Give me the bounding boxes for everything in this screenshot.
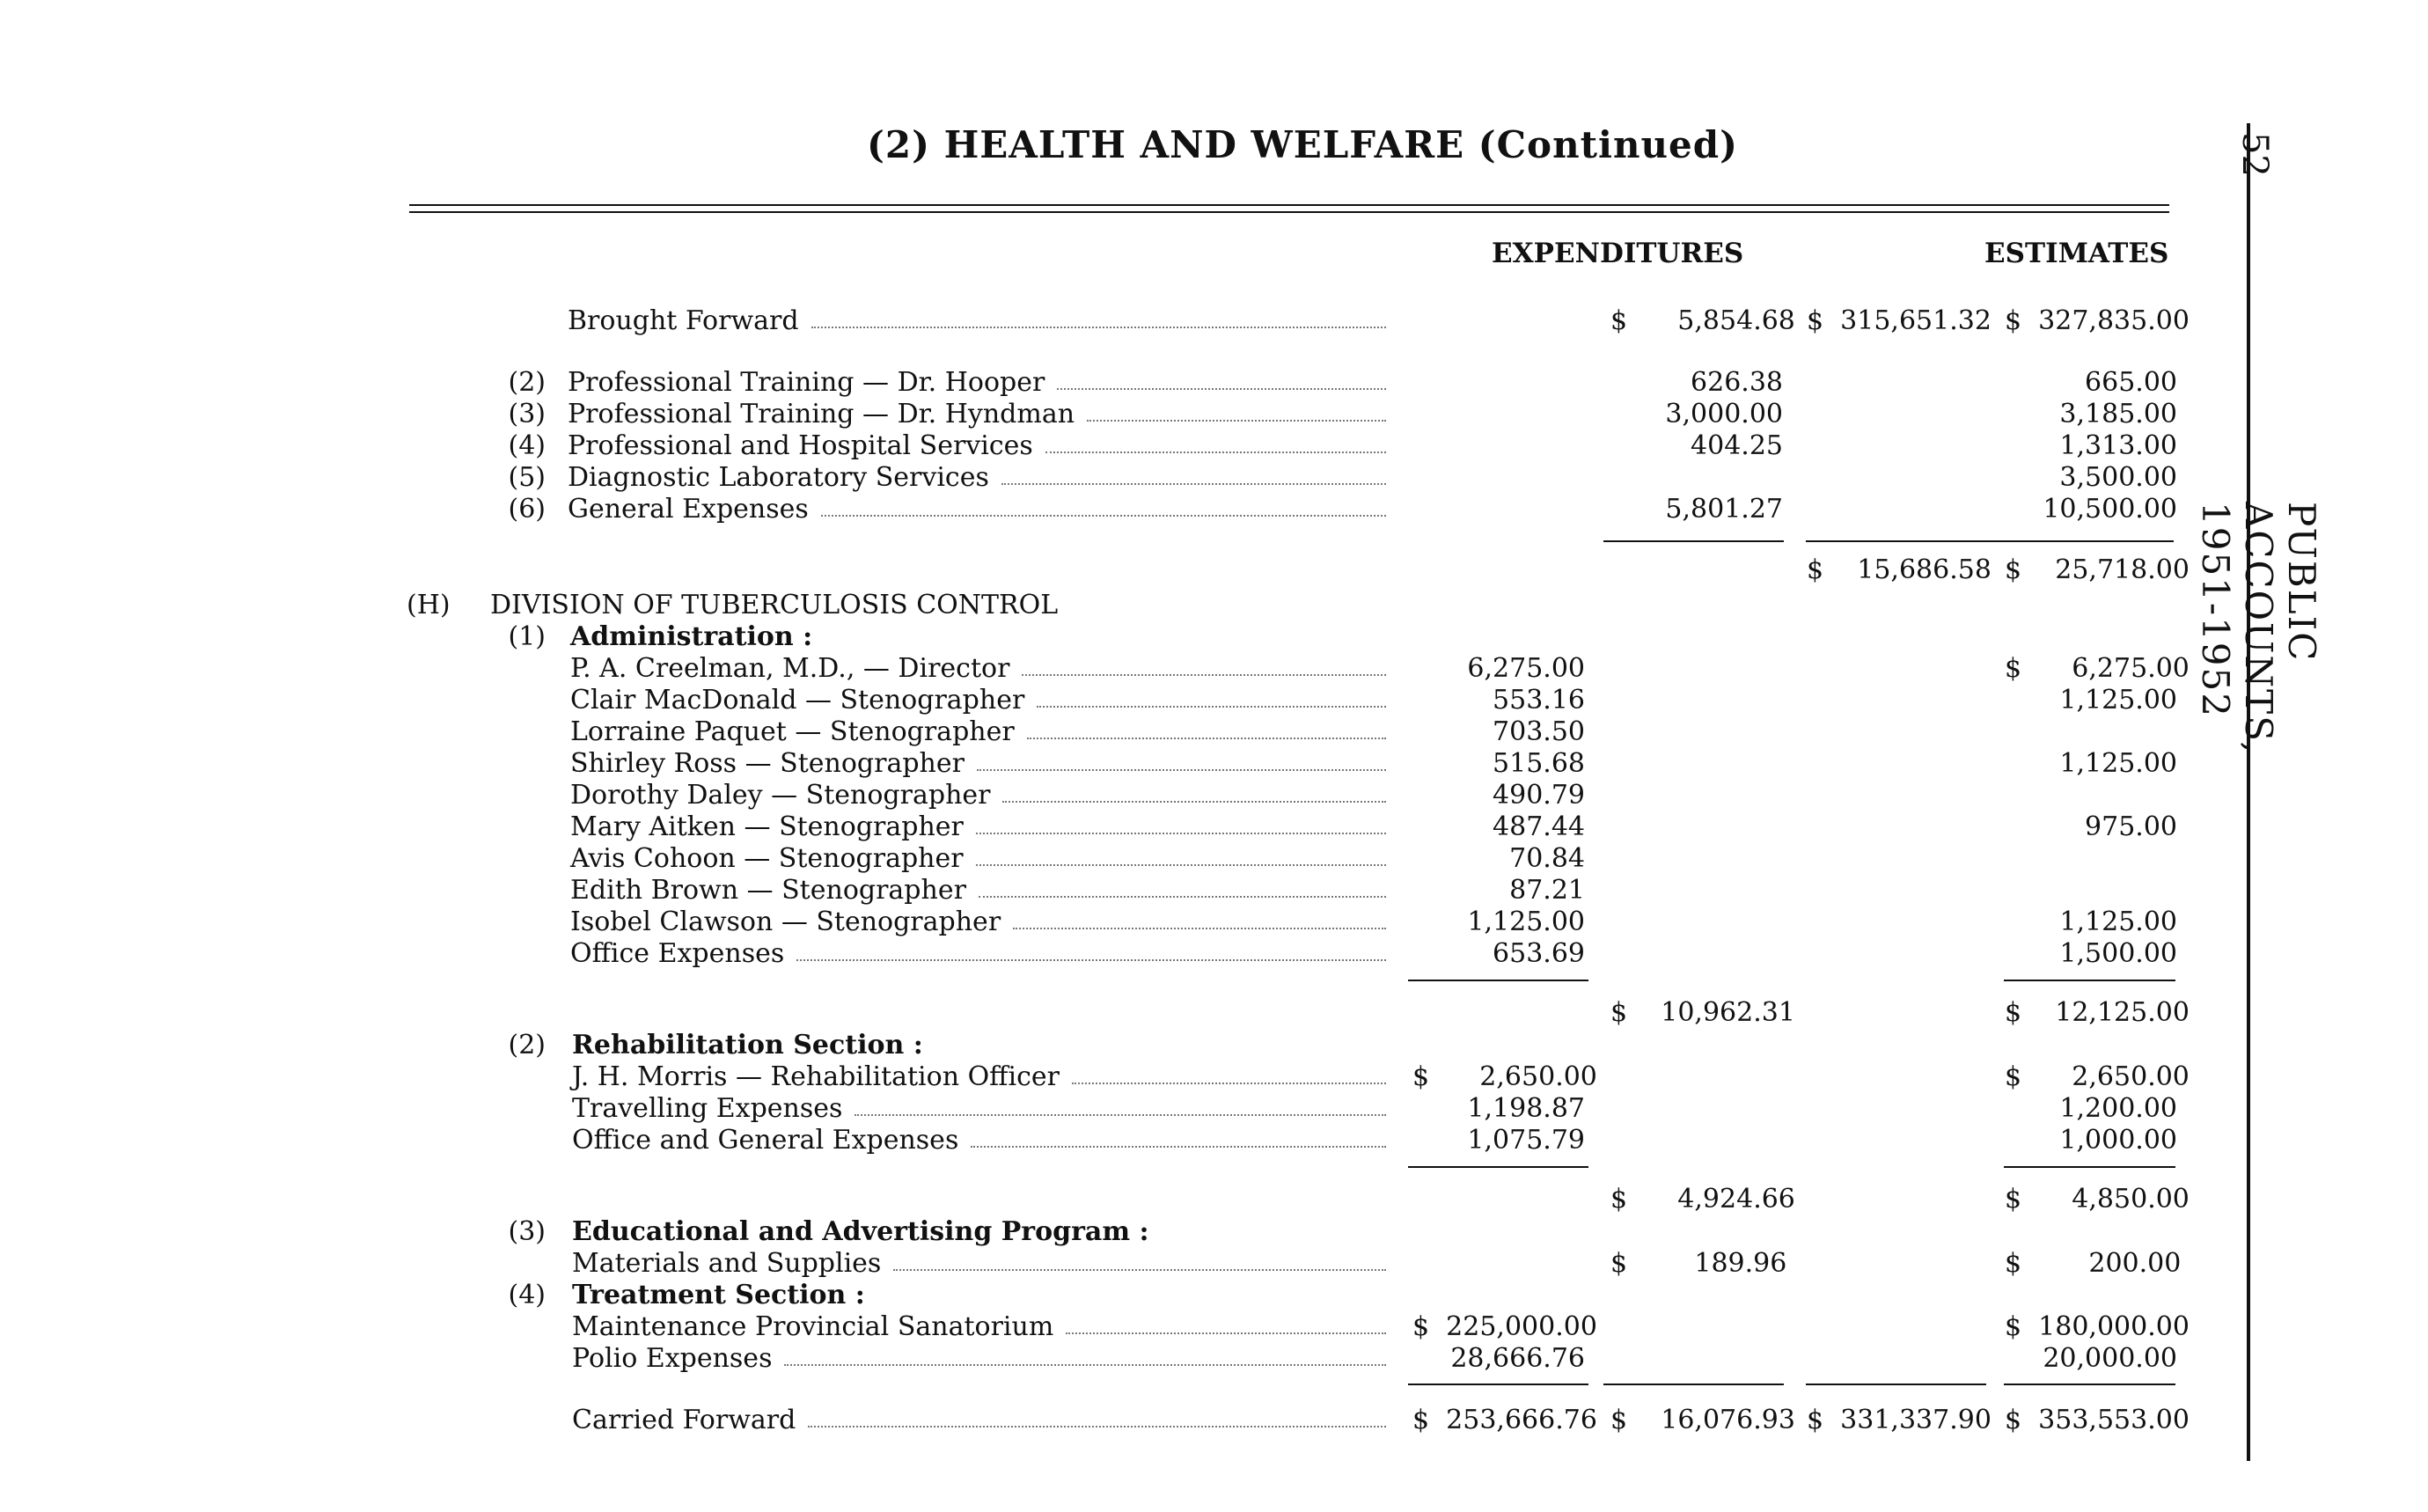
item-label: Polio Expenses — [572, 1343, 773, 1374]
amount-c1: 703.50 — [1493, 716, 1585, 747]
amount-c1: 553.16 — [1493, 685, 1585, 716]
table-row — [0, 590, 2200, 621]
amount-c1: $ 2,650.00 — [1412, 1061, 1597, 1092]
amount-c4: 1,313.00 — [2059, 430, 2177, 461]
leader-dots — [855, 1114, 1386, 1116]
item-number: (3) — [508, 399, 546, 429]
table-row — [0, 1093, 2200, 1125]
amount-c4: 975.00 — [2085, 811, 2177, 842]
amount-c3: $ 331,337.90 — [1807, 1405, 1992, 1435]
item-label: Brought Forward — [568, 305, 799, 336]
leader-dots — [1045, 451, 1386, 453]
item-label: Shirley Ross — Stenographer — [570, 748, 965, 779]
item-label: P. A. Creelman, M.D., — Director — [570, 653, 1010, 684]
amount-c2: $ 10,962.31 — [1610, 997, 1795, 1028]
table-row — [0, 997, 2200, 1029]
total-rule — [2004, 1384, 2175, 1385]
item-label: Diagnostic Laboratory Services — [568, 462, 989, 493]
leader-dots — [971, 1146, 1386, 1148]
table-row — [0, 938, 2200, 970]
table-row — [0, 748, 2200, 780]
leader-dots — [808, 1426, 1386, 1428]
amount-c4: 3,500.00 — [2059, 462, 2177, 493]
amount-c2: $ 4,924.66 — [1610, 1184, 1795, 1215]
leader-dots — [977, 769, 1386, 771]
item-number: (5) — [508, 462, 546, 493]
amount-c4: $ 353,553.00 — [2005, 1405, 2190, 1435]
table-row — [0, 621, 2200, 653]
table-row — [0, 1311, 2200, 1343]
leader-dots — [976, 864, 1386, 866]
leader-dots — [1013, 928, 1386, 929]
leader-dots — [784, 1364, 1386, 1366]
table-row — [0, 367, 2200, 399]
table-row — [0, 906, 2200, 938]
estimates-header: ESTIMATES — [1984, 238, 2169, 269]
table-row — [0, 1216, 2200, 1248]
margin-rule — [2247, 123, 2250, 1461]
table-row — [0, 875, 2200, 906]
amount-c1: $ 225,000.00 — [1412, 1311, 1597, 1342]
amount-c2: $ 5,854.68 — [1610, 305, 1795, 336]
table-row — [0, 462, 2200, 494]
amount-c4: $ 180,000.00 — [2005, 1311, 2190, 1342]
amount-c1: 1,125.00 — [1467, 906, 1585, 937]
total-rule — [1408, 980, 1588, 981]
item-label: Clair MacDonald — Stenographer — [570, 685, 1025, 716]
amount-c4: $ 327,835.00 — [2005, 305, 2190, 336]
item-label: Office and General Expenses — [572, 1125, 959, 1156]
item-number: (3) — [508, 1216, 546, 1247]
amount-c2: 626.38 — [1691, 367, 1783, 398]
table-row — [0, 1061, 2200, 1093]
table-row — [0, 1125, 2200, 1156]
item-label: Maintenance Provincial Sanatorium — [572, 1311, 1054, 1342]
leader-dots — [1027, 738, 1386, 739]
amount-c1: 70.84 — [1509, 843, 1585, 874]
leader-dots — [796, 959, 1386, 961]
item-label: Professional Training — Dr. Hooper — [568, 367, 1045, 398]
leader-dots — [1087, 420, 1386, 422]
leader-dots — [1001, 483, 1386, 485]
table-row — [0, 399, 2200, 430]
running-head: PUBLIC ACCOUNTS, 1951-1952 — [2194, 502, 2323, 755]
amount-c2: 404.25 — [1691, 430, 1783, 461]
amount-c4: 1,125.00 — [2059, 748, 2177, 779]
total-rule — [2004, 980, 2175, 981]
item-number: (6) — [508, 494, 546, 525]
leader-dots — [1057, 388, 1386, 390]
table-row — [0, 1184, 2200, 1215]
amount-c2: $ 16,076.93 — [1610, 1405, 1795, 1435]
amount-c1: 87.21 — [1509, 875, 1585, 906]
amount-c4: 20,000.00 — [2043, 1343, 2177, 1374]
amount-c4: $ 25,718.00 — [2005, 554, 2190, 585]
item-number: (H) — [407, 590, 451, 620]
table-row — [0, 430, 2200, 462]
item-label: Lorraine Paquet — Stenographer — [570, 716, 1015, 747]
item-label: Avis Cohoon — Stenographer — [570, 843, 964, 874]
leader-dots — [1002, 801, 1386, 803]
leader-dots — [1072, 1083, 1386, 1084]
total-rule — [1603, 540, 1784, 542]
amount-c4: 1,000.00 — [2059, 1125, 2177, 1156]
amount-c1: 490.79 — [1493, 780, 1585, 811]
amount-c3: $ 15,686.58 — [1807, 554, 1992, 585]
item-label: Travelling Expenses — [572, 1093, 843, 1124]
amount-c2: 3,000.00 — [1665, 399, 1783, 429]
table-row — [0, 1405, 2200, 1436]
leader-dots — [976, 833, 1386, 834]
item-label: Dorothy Daley — Stenographer — [570, 780, 991, 811]
item-label: Professional and Hospital Services — [568, 430, 1033, 461]
total-rule — [1408, 1384, 1588, 1385]
amount-c1: 28,666.76 — [1450, 1343, 1585, 1374]
item-number: (1) — [508, 621, 546, 652]
item-label: Carried Forward — [572, 1405, 796, 1435]
table-row — [0, 780, 2200, 811]
leader-dots — [979, 896, 1386, 898]
table-row — [0, 494, 2200, 525]
leader-dots — [893, 1269, 1386, 1271]
item-number: (2) — [508, 1030, 546, 1061]
total-rule — [2004, 1166, 2175, 1168]
amount-c1: 6,275.00 — [1467, 653, 1585, 684]
amount-c4: $ 6,275.00 — [2005, 653, 2190, 684]
amount-c4: $ 2,650.00 — [2005, 1061, 2190, 1092]
item-label: Mary Aitken — Stenographer — [570, 811, 964, 842]
table-row — [0, 554, 2200, 586]
page-number: 52 — [2234, 132, 2275, 177]
table-row — [0, 811, 2200, 843]
page-title: (2) HEALTH AND WELFARE (Continued) — [867, 123, 1738, 166]
item-number: (2) — [508, 367, 546, 398]
amount-c1: 1,075.79 — [1467, 1125, 1585, 1156]
table-row — [0, 843, 2200, 875]
total-rule — [1806, 1384, 1986, 1385]
leader-dots — [1022, 674, 1386, 676]
amount-c4: 3,185.00 — [2059, 399, 2177, 429]
table-row — [0, 1248, 2200, 1280]
item-label: Edith Brown — Stenographer — [570, 875, 966, 906]
amount-c4: 1,200.00 — [2059, 1093, 2177, 1124]
amount-c4: 1,500.00 — [2059, 938, 2177, 969]
table-row — [0, 716, 2200, 748]
item-label: Isobel Clawson — Stenographer — [570, 906, 1001, 937]
total-rule — [1806, 540, 2174, 542]
item-number: (4) — [508, 430, 546, 461]
title-rule-bottom — [409, 211, 2169, 213]
amount-c4: $ 200.00 — [2005, 1248, 2182, 1279]
item-label: Materials and Supplies — [572, 1248, 882, 1279]
item-label: Educational and Advertising Program : — [572, 1216, 1149, 1247]
amount-c4: $ 4,850.00 — [2005, 1184, 2190, 1215]
item-label: General Expenses — [568, 494, 809, 525]
item-label: Professional Training — Dr. Hyndman — [568, 399, 1075, 429]
table-row — [0, 653, 2200, 685]
item-label: Treatment Section : — [572, 1280, 865, 1310]
amount-c4: 10,500.00 — [2043, 494, 2177, 525]
item-number: (4) — [508, 1280, 546, 1310]
amount-c4: $ 12,125.00 — [2005, 997, 2190, 1028]
amount-c4: 1,125.00 — [2059, 685, 2177, 716]
leader-dots — [821, 515, 1386, 517]
leader-dots — [811, 327, 1386, 328]
table-row — [0, 1030, 2200, 1061]
table-row — [0, 685, 2200, 716]
item-label: J. H. Morris — Rehabilitation Officer — [572, 1061, 1060, 1092]
amount-c2: $ 189.96 — [1610, 1248, 1787, 1279]
title-rule-top — [409, 204, 2169, 206]
expenditures-header: EXPENDITURES — [1492, 238, 1744, 269]
item-label: Administration : — [570, 621, 813, 652]
amount-c4: 665.00 — [2085, 367, 2177, 398]
amount-c1: 653.69 — [1493, 938, 1585, 969]
amount-c1: $ 253,666.76 — [1412, 1405, 1597, 1435]
amount-c1: 487.44 — [1493, 811, 1585, 842]
table-row — [0, 1343, 2200, 1375]
item-label: Office Expenses — [570, 938, 785, 969]
item-label: Rehabilitation Section : — [572, 1030, 923, 1061]
leader-dots — [1066, 1332, 1386, 1334]
table-row — [0, 305, 2200, 337]
amount-c1: 1,198.87 — [1467, 1093, 1585, 1124]
table-row — [0, 1280, 2200, 1311]
item-label: DIVISION OF TUBERCULOSIS CONTROL — [490, 590, 1059, 620]
total-rule — [1603, 1384, 1784, 1385]
amount-c2: 5,801.27 — [1665, 494, 1783, 525]
amount-c4: 1,125.00 — [2059, 906, 2177, 937]
amount-c1: 515.68 — [1493, 748, 1585, 779]
total-rule — [1408, 1166, 1588, 1168]
amount-c3: $ 315,651.32 — [1807, 305, 1992, 336]
leader-dots — [1037, 706, 1386, 708]
